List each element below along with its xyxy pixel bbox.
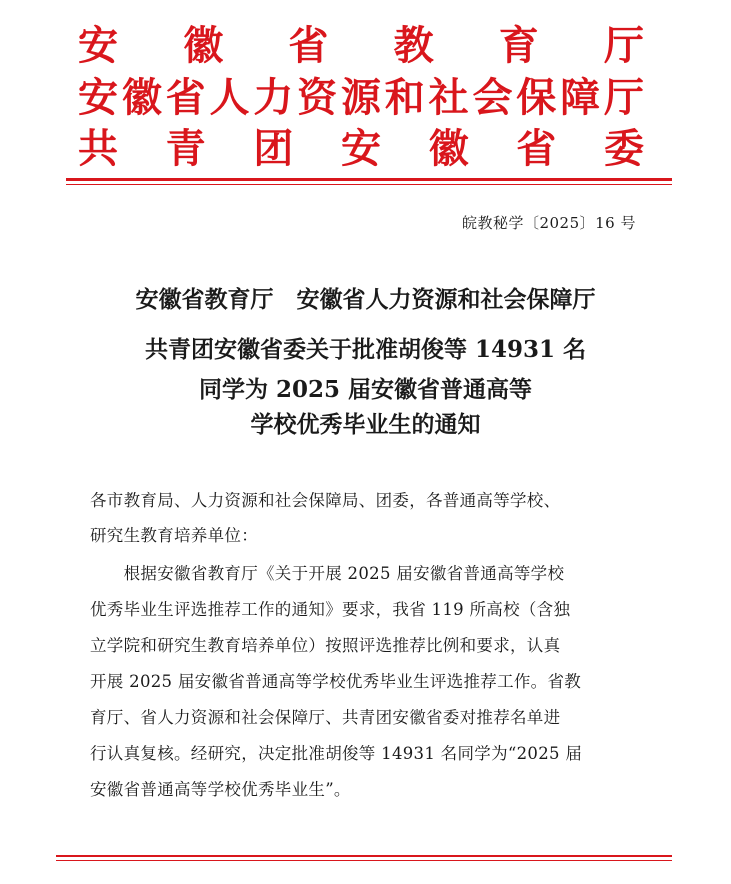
issuer-char: 资 [297, 75, 338, 121]
document-number: 皖教秘学〔2025〕16 号 [461, 214, 636, 232]
body-line: 根据安徽省教育厅《关于开展 2025 届安徽省普通高等学校 [90, 564, 565, 583]
issuer-char: 安 [340, 126, 381, 172]
issuer-char: 障 [560, 75, 601, 121]
issuer-char: 徽 [428, 126, 469, 172]
issuer-char: 厅 [603, 23, 644, 69]
body-line: 行认真复核。经研究，决定批准胡俊等 14931 名同学为“2025 届 [90, 744, 583, 763]
body-line: 开展 2025 届安徽省普通高等学校优秀毕业生评选推荐工作。省教 [90, 672, 582, 691]
issuer-hr-dept [78, 72, 644, 124]
title-line-2: 共青团安徽省委关于批准胡俊等 14931 名 [144, 336, 587, 363]
issuer-char: 省 [288, 23, 329, 69]
body-line: 优秀毕业生评选推荐工作的通知》要求，我省 119 所高校（含独 [90, 600, 571, 619]
issuer-char: 徽 [121, 75, 162, 121]
red-header-rule-thin [66, 184, 672, 185]
issuer-char: 会 [472, 75, 513, 121]
title-line-1: 安徽省教育厅 安徽省人力资源和社会保障厅 [135, 286, 596, 313]
body-line: 立学院和研究生教育培养单位）按照评选推荐比例和要求，认真 [90, 636, 561, 655]
issuer-char: 力 [253, 75, 294, 121]
issuer-char: 人 [209, 75, 250, 121]
issuer-char: 社 [428, 75, 469, 121]
title-line-4: 学校优秀毕业生的通知 [250, 411, 481, 438]
body-line: 各市教育局、人力资源和社会保障局、团委，各普通高等学校、 [90, 491, 561, 510]
issuer-char: 和 [384, 75, 425, 121]
issuer-youth-league [78, 123, 644, 175]
title-line-3: 同学为 2025 届安徽省普通高等 [198, 376, 533, 403]
issuer-char: 徽 [183, 23, 224, 69]
issuer-char: 共 [78, 126, 118, 172]
issuer-char: 委 [603, 126, 644, 172]
issuer-char: 源 [340, 75, 381, 121]
red-footer-rule [56, 855, 672, 857]
issuer-char: 安 [78, 75, 118, 121]
issuer-char: 青 [165, 126, 206, 172]
red-footer-rule-thin [56, 860, 672, 861]
body-line: 研究生教育培养单位： [90, 526, 258, 545]
issuer-char: 省 [516, 126, 557, 172]
issuer-char: 育 [498, 23, 539, 69]
issuer-char: 省 [165, 75, 206, 121]
issuer-char: 团 [253, 126, 294, 172]
red-header-rule [66, 178, 672, 181]
issuer-education-dept [78, 20, 644, 72]
issuer-char: 厅 [603, 75, 644, 121]
issuer-char: 教 [393, 23, 434, 69]
body-line: 育厅、省人力资源和社会保障厅、共青团安徽省委对推荐名单进 [90, 708, 561, 727]
body-line: 安徽省普通高等学校优秀毕业生”。 [90, 780, 351, 799]
issuer-char: 安 [78, 23, 118, 69]
issuer-char: 保 [516, 75, 557, 121]
